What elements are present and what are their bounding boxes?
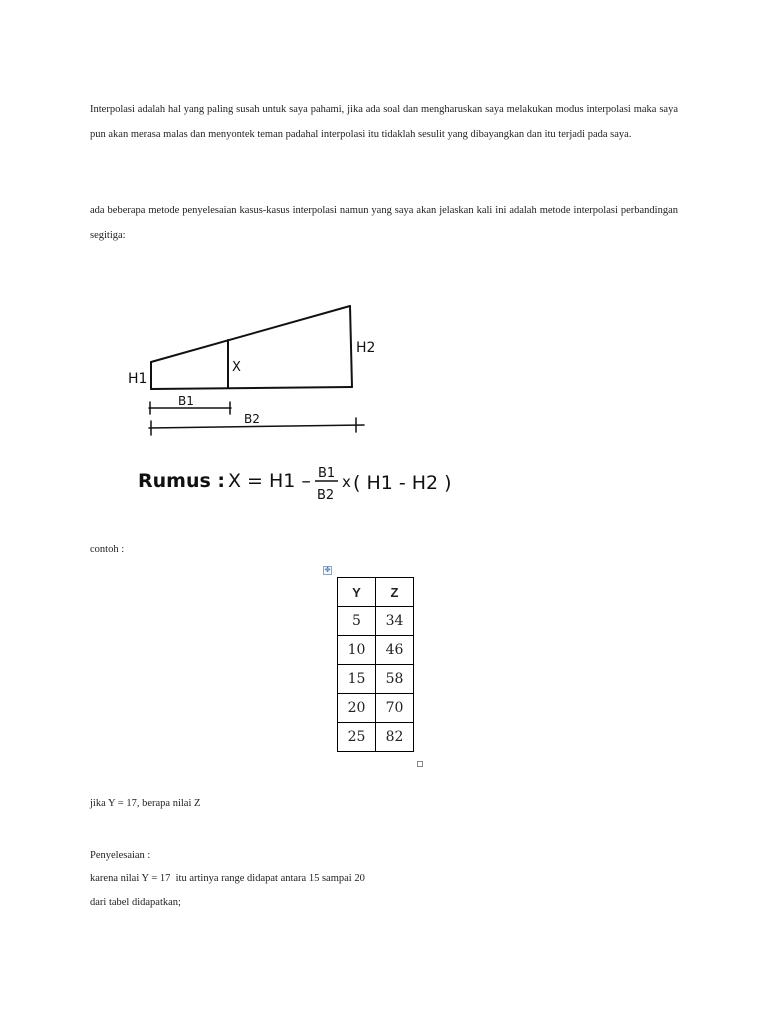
diagram-base (151, 387, 352, 389)
table-header-row (338, 578, 414, 607)
intro-paragraph: Interpolasi adalah hal yang paling susah untuk saya pahami, jika ada soal dan mengharuskan saya melakukan modus interpolasi maka saya pun akan merasa malas dan menyontek teman padahal interpolasi itu tidaklah sesulit yang dibayangkan dan itu terjadi pada saya. (90, 104, 678, 140)
formula-times: x (342, 473, 351, 491)
table-cell-y: 5 (338, 607, 376, 636)
rumus-label: Rumus : (138, 470, 226, 492)
contoh-label: contoh : (90, 544, 125, 555)
diagram-label-x: X (232, 360, 241, 375)
triangle-interpolation-diagram (120, 265, 470, 525)
solution-line-1: karena nilai Y = 17 itu artinya range didapat antara 15 sampai 20 (90, 873, 365, 884)
table-row (338, 636, 414, 665)
table-row (338, 694, 414, 723)
question-text: jika Y = 17, berapa nilai Z (90, 798, 201, 809)
table-cell-z: 46 (376, 636, 414, 665)
table-cell-y: 20 (338, 694, 376, 723)
table-cell-z: 82 (376, 723, 414, 752)
diagram-top-slope (151, 306, 350, 362)
formula-x-h1: X = H1 – (228, 470, 311, 492)
table-row (338, 665, 414, 694)
data-table (337, 577, 414, 752)
solution-heading: Penyelesaian : (90, 850, 151, 861)
table-row (338, 723, 414, 752)
table-move-handle-icon[interactable]: ✥ (324, 566, 331, 574)
table-cell-z: 58 (376, 665, 414, 694)
diagram-label-b2: B2 (244, 412, 260, 426)
diagram-label-h1: H1 (128, 371, 148, 387)
table-row (338, 607, 414, 636)
formula-frac-num: B1 (318, 466, 336, 481)
table-cell-y: 15 (338, 665, 376, 694)
table-cell-z: 34 (376, 607, 414, 636)
method-paragraph: ada beberapa metode penyelesaian kasus-kasus interpolasi namun yang saya akan jelaskan kali ini adalah metode interpolasi perbandingan segitiga: (90, 205, 678, 241)
diagram-label-h2: H2 (356, 340, 376, 356)
table-cell-y: 10 (338, 636, 376, 665)
table-header-y: Y (338, 578, 376, 607)
formula-parenthesis: ( H1 - H2 ) (353, 472, 452, 494)
table-cell-y: 25 (338, 723, 376, 752)
formula-frac-den: B2 (317, 488, 335, 503)
table-resize-handle[interactable] (417, 761, 423, 767)
diagram-h2-side (350, 306, 352, 387)
table-cell-z: 70 (376, 694, 414, 723)
diagram-label-b1: B1 (178, 394, 194, 408)
solution-line-2: dari tabel didapatkan; (90, 897, 181, 908)
table-header-z: Z (376, 578, 414, 607)
